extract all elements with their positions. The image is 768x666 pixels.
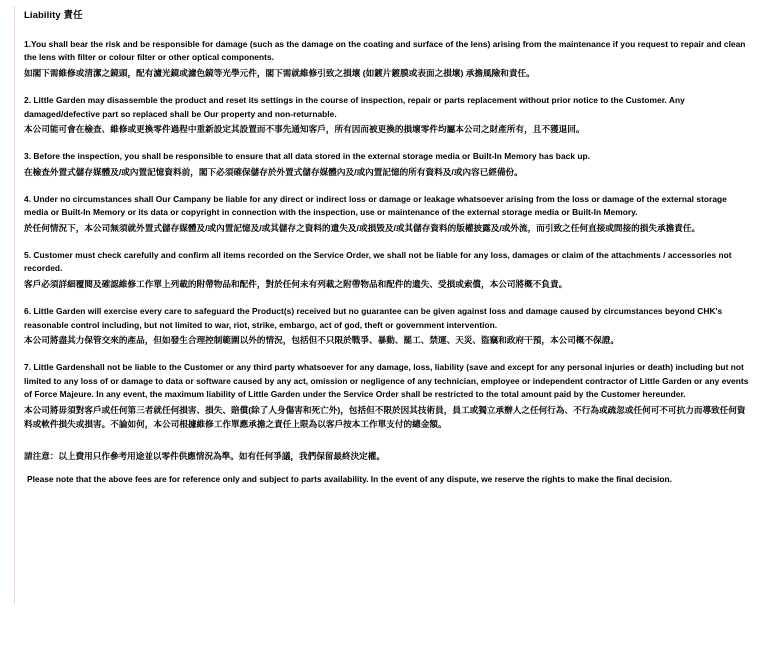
clause-1 — [24, 38, 750, 81]
clause-4 — [24, 193, 750, 236]
clause-7-text-en: 7. Little Gardenshall not be liable to the Customer or any third party whatsoever for any damage, loss, liability (save and except for any personal injuries or death) including but not limited to any loss of or damage to data or software caused by any act, omission or negligence of any technician, employee or independent contractor of Little Garden or any events of Force Majeure. In any event, the maximum liability of Little Garden under the Service Order shall be restricted to the total amount paid by the Customer hereunder. — [24, 362, 749, 400]
page-title: Liability 責任 — [24, 10, 83, 21]
clause-5-text-en: 5. Customer must check carefully and confirm all items recorded on the Service Order, we shall not be liable for any loss, damages or claim of the attachments / accessories not recorded. — [24, 249, 732, 274]
clause-4-text-zh: 於任何情況下，本公司無須就外置式儲存媒體及/或內置記憶及/或其儲存之資料的遺失及/或損毀及/或其儲存資料的版權披露及/或外流，而引致之任何直接或間接的損失承擔責任。 — [24, 222, 701, 233]
clause-4-text-en: 4. Under no circumstances shall Our Campany be liable for any direct or indirect loss or damage or leakage whatsoever arising from the loss or damage of the external storage media or Built-In Memory or its data or copyright in connection with the inspection, use or maintenance of the external storage media or Built-In Memory. — [24, 193, 727, 218]
clause-3 — [24, 150, 750, 180]
clause-6-text-zh: 本公司將盡其力保管交來的產品，但如發生合理控制範圍以外的情況，包括但不只限於戰爭、暴動、罷工、禁運、天災、盜竊和政府干預，本公司概不保證。 — [24, 335, 620, 346]
clause-5-text-zh: 客戶必須詳細覆閱及確認維修工作單上列載的附帶物品和配件，對於任何未有列載之附帶物品和配件的遺失、受損或索償，本公司將概不負責。 — [24, 279, 568, 290]
clause-6-text-en: 6. Little Garden will exercise every care to safeguard the Product(s) received but no guarantee can be given against loss and damage caused by circumstances beyond CHK's reasonable control including, but not limited to war, riot, strike, embargo, act of god, theft or government intervention. — [24, 305, 723, 330]
clause-7 — [24, 361, 750, 432]
final-note-zh: 請注意：以上費用只作參考用途並以零件供應情況為準。如有任何爭議，我們保留最終決定權。 — [24, 450, 385, 461]
clause-2-text-en: 2. Little Garden may disassemble the product and reset its settings in the course of inspection, repair or parts replacement without prior notice to the Customer. Any damaged/defective part so replaced shall be Our property and non-returnable. — [24, 95, 685, 119]
clause-1-text-en: 1.You shall bear the risk and be responsible for damage (such as the damage on the coating and surface of the lens) arising from the maintenance if you request to repair and clean the lens with filter or colour filter or other optical components. — [24, 38, 746, 63]
final-note-en: Please note that the above fees are for reference only and subject to parts availability. In the event of any dispute, we reserve the rights to make the final decision. — [27, 473, 672, 484]
final-note — [24, 450, 750, 487]
clause-3-text-en: 3. Before the inspection, you shall be responsible to ensure that all data stored in the external storage media or Built-In Memory has back up. — [24, 151, 591, 162]
clause-7-text-zh: 本公司將毋須對客戶或任何第三者就任何損害、損失、賠償(除了人身傷害和死亡外)，包括但不限於因其技術員，員工或獨立承辦人之任何行為、不行為或疏忽或任何可不可抗力而導致任何資料或軟件損失或損害。不論如何，本公司根據維修工作單應承擔之責任上限為以客戶按本工作單支付的總金額。 — [24, 404, 746, 429]
clause-5 — [24, 249, 750, 292]
page-left-rule — [14, 6, 15, 604]
clause-3-text-zh: 在檢查外置式儲存媒體及/或內置記憶資料前，閣下必須確保儲存於外置式儲存媒體內及/或內置記憶的所有資料及/或內容已經備份。 — [24, 166, 523, 177]
clause-1-text-zh: 如閣下需維修或清潔之鏡頭，配有濾光鏡或濾色鏡等光學元件，閣下需就維修引致之損壞 (如鍍片鍍膜或表面之損壞) 承擔風險和責任。 — [24, 68, 535, 79]
clause-6 — [24, 305, 750, 348]
clause-2 — [24, 94, 750, 137]
clause-2-text-zh: 本公司能可會在檢查、維修或更換零件過程中重新設定其設置而不事先通知客戶，所有因而被更換的損壞零件均屬本公司之財產所有，且不獲退回。 — [24, 124, 585, 135]
